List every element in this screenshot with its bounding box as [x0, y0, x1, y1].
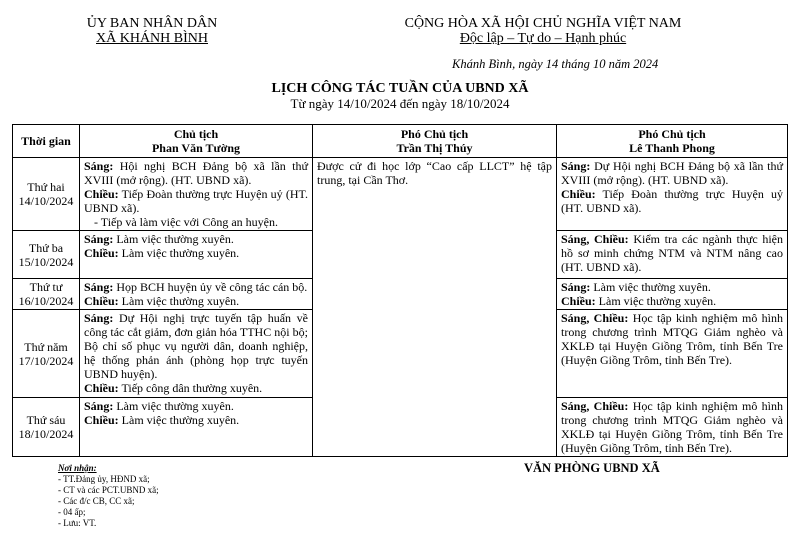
entry-text: Làm việc thường xuyên. — [113, 232, 234, 246]
entry-text: Hội nghị BCH Đảng bộ xã lần thứ XVIII (mở rộng). (HT. UBND xã). — [84, 159, 308, 187]
entry-text: Tiếp Đoàn thường trực Huyện uỷ (HT. UBND xã). — [561, 187, 783, 215]
day-date: 18/10/2024 — [18, 427, 74, 441]
recipient-item: - 04 ấp; — [58, 507, 86, 517]
entry-label: Sáng: — [84, 159, 114, 173]
schedule-entry — [561, 232, 783, 274]
entry-label: Sáng, Chiều: — [561, 232, 629, 246]
vice-chairman-2-cell — [557, 279, 788, 310]
schedule-table — [12, 124, 788, 457]
header-time: Thời gian — [13, 125, 80, 158]
entry-label: Sáng, Chiều: — [561, 399, 629, 413]
entry-label: Chiều: — [84, 294, 119, 308]
entry-label: Chiều: — [84, 187, 119, 201]
schedule-entry — [84, 399, 308, 413]
entry-label: Chiều: — [84, 413, 119, 427]
day-name: Thứ hai — [27, 180, 65, 194]
header-chairman: Chủ tịch Phan Văn Tường — [80, 125, 313, 158]
vice-chairman-1-cell: Được cử đi học lớp “Cao cấp LLCT” hệ tập trung, tại Cần Thơ. — [313, 158, 557, 457]
entry-label: Sáng: — [84, 399, 114, 413]
nation-line-1: CỘNG HÒA XÃ HỘI CHỦ NGHĨA VIỆT NAM — [404, 16, 682, 31]
chairman-cell — [80, 310, 313, 398]
entry-label: Sáng: — [84, 311, 114, 325]
entry-text: Học tập kinh nghiệm mô hình trong chương trình MTQG Giảm nghèo và XKLĐ tại Huyện Giồng Trôm, tỉnh Bến Tre (Huyện Giồng Trôm, tỉnh Bến Tre). — [561, 399, 783, 455]
vice-chairman-2-cell — [557, 231, 788, 279]
entry-text: Kiểm tra các ngành thực hiện hồ sơ minh chứng NTM và NTM nâng cao (HT. UBND xã). — [561, 232, 783, 274]
schedule-entry — [84, 232, 308, 246]
entry-text: Làm việc thường xuyên. — [118, 413, 240, 427]
schedule-entry — [561, 294, 783, 308]
entry-text: Tiếp Đoàn thường trực Huyện uỷ (HT. UBND xã). — [84, 187, 308, 215]
entry-label: Chiều: — [84, 381, 119, 395]
recipient-item: - Các đ/c CB, CC xã; — [58, 496, 135, 506]
entry-label: Sáng: — [561, 280, 591, 294]
nation-line-2: Độc lập – Tự do – Hạnh phúc — [459, 31, 627, 46]
recipient-item: - Lưu: VT. — [58, 518, 97, 528]
entry-label: Sáng: — [84, 232, 114, 246]
entry-label: Sáng: — [84, 280, 114, 294]
entry-text: Làm việc thường xuyên. — [595, 294, 717, 308]
table-row — [13, 158, 788, 231]
document-title: LỊCH CÔNG TÁC TUẦN CỦA UBND XÃ — [271, 81, 529, 96]
schedule-entry — [84, 246, 308, 260]
day-date: 16/10/2024 — [18, 294, 74, 308]
recipient-item: - TT.Đảng ủy, HĐND xã; — [58, 474, 150, 484]
entry-text: Làm việc thường xuyên. — [113, 399, 234, 413]
day-name: Thứ tư — [29, 280, 63, 294]
date-range: Từ ngày 14/10/2024 đến ngày 18/10/2024 — [290, 96, 510, 111]
day-cell — [13, 398, 80, 457]
day-date: 14/10/2024 — [18, 194, 74, 208]
schedule-entry — [84, 280, 308, 294]
schedule-entry — [84, 215, 308, 229]
entry-label: Chiều: — [561, 187, 596, 201]
entry-text: Dự Hội nghị trực tuyến tập huấn về công tác cắt giảm, đơn giản hóa TTHC nội bộ; Bộ chỉ số phục vụ người dân, doanh nghiệp, hệ thống phản ánh (phòng họp trực tuyến UBND huyện). — [84, 311, 308, 381]
entry-text: Họp BCH huyện ủy về công tác cán bộ. — [113, 280, 308, 294]
entry-text: Tiếp công dân thường xuyên. — [118, 381, 263, 395]
chairman-cell — [80, 158, 313, 231]
entry-label: Chiều: — [561, 294, 596, 308]
day-cell — [13, 158, 80, 231]
vice-chairman-2-cell — [557, 310, 788, 398]
chairman-cell — [80, 231, 313, 279]
recipients-block — [58, 463, 159, 529]
vice-chairman-2-cell — [557, 398, 788, 457]
day-date: 17/10/2024 — [18, 353, 74, 368]
entry-text: Học tập kinh nghiệm mô hình trong chương trình MTQG Giảm nghèo và XKLĐ tại Huyện Giồng Trôm, tỉnh Bến Tre (Huyện Giồng Trôm, tỉnh Bến Tre). — [561, 311, 783, 367]
entry-text: - Tiếp và làm việc với Công an huyện. — [94, 215, 278, 229]
entry-text: Dự Hội nghị BCH Đảng bộ xã lần thứ XVIII (mở rộng). (HT. UBND xã). — [561, 159, 783, 187]
organization-header — [48, 16, 256, 46]
schedule-entry — [84, 413, 308, 427]
schedule-entry — [561, 159, 783, 187]
schedule-entry — [561, 280, 783, 294]
office-signature: VĂN PHÒNG UBND XÃ — [524, 461, 660, 475]
day-name: Thứ ba — [28, 240, 64, 255]
day-name: Thứ năm — [24, 339, 68, 354]
table-header-row — [13, 125, 788, 158]
entry-label: Sáng: — [561, 159, 591, 173]
document-date: Khánh Bình, ngày 14 tháng 10 năm 2024 — [452, 57, 659, 71]
schedule-entry — [84, 294, 308, 308]
schedule-entry — [84, 187, 308, 215]
recipient-item: - CT và các PCT.UBND xã; — [58, 485, 159, 495]
schedule-entry — [561, 399, 783, 455]
chairman-cell — [80, 279, 313, 310]
day-cell — [13, 279, 80, 310]
day-cell — [13, 231, 80, 279]
entry-text: Làm việc thường xuyên. — [118, 294, 240, 308]
entry-label: Chiều: — [84, 246, 119, 260]
schedule-entry — [84, 381, 308, 395]
schedule-entry — [561, 187, 783, 215]
header-vice-chairman-2: Phó Chủ tịch Lê Thanh Phong — [557, 125, 788, 158]
recipients-title: Nơi nhận: — [58, 463, 97, 473]
schedule-entry — [84, 159, 308, 187]
chairman-cell — [80, 398, 313, 457]
schedule-entry — [84, 311, 308, 381]
national-motto-header — [348, 16, 738, 46]
day-name: Thứ sáu — [26, 413, 66, 427]
vice-chairman-2-cell — [557, 158, 788, 231]
entry-label: Sáng, Chiều: — [561, 311, 629, 325]
org-line-2: XÃ KHÁNH BÌNH — [96, 31, 208, 46]
day-cell — [13, 310, 80, 398]
org-line-1: ỦY BAN NHÂN DÂN — [86, 16, 218, 31]
entry-text: Làm việc thường xuyên. — [118, 246, 240, 260]
schedule-entry — [561, 311, 783, 367]
header-vice-chairman-1: Phó Chủ tịch Trần Thị Thúy — [313, 125, 557, 158]
day-date: 15/10/2024 — [18, 254, 74, 269]
entry-text: Làm việc thường xuyên. — [590, 280, 711, 294]
